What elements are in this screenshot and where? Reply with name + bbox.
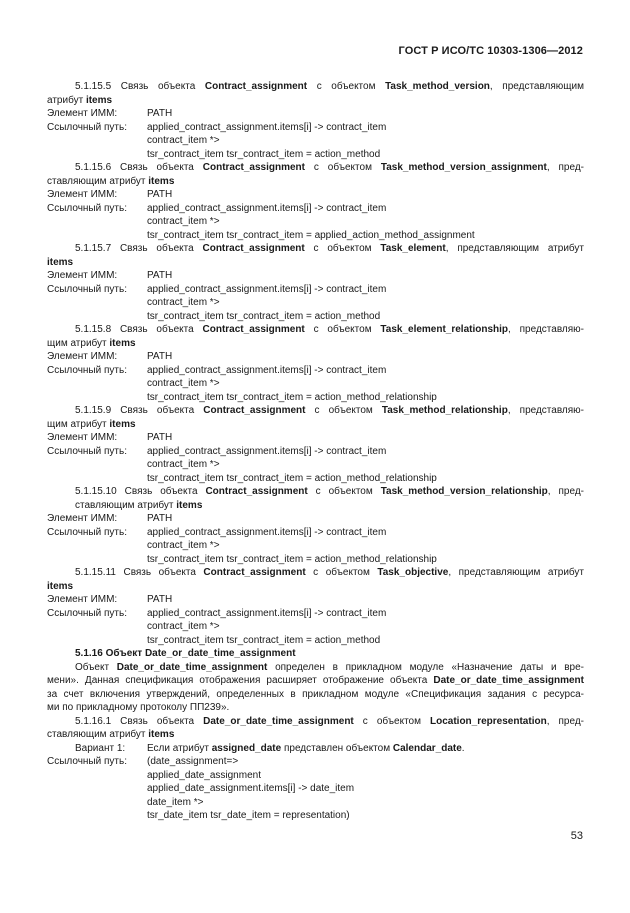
- imm-element-row: Элемент ИММ: PATH: [47, 108, 173, 119]
- clause-5-1-15-11-heading: 5.1.15.11 Связь объекта Contract_assignment с объектом Task_objective, представляющим атрибут: [75, 567, 585, 578]
- imm-element-row: Элемент ИММ: PATH: [47, 594, 173, 605]
- section-5-1-16-paragraph: Объект Date_or_date_time_assignment определен в прикладном модуле «Назначение даты и вре-: [75, 661, 584, 673]
- section-5-1-16-title: 5.1.16 Объект Date_or_date_time_assignment: [75, 648, 296, 659]
- reference-path-row: Ссылочный путь: applied_contract_assignment.items[i] -> contract_item: [47, 364, 387, 376]
- imm-element-row: Элемент ИММ: PATH: [47, 432, 173, 443]
- clause-5-1-15-5-heading: 5.1.15.5 Связь объекта Contract_assignment с объектом Task_method_version, представляющим: [75, 81, 584, 92]
- imm-element-row: Элемент ИММ: PATH: [47, 351, 173, 362]
- clause-5-1-15-10-heading: 5.1.15.10 Связь объекта Contract_assignment с объектом Task_method_version_relationship, пред-: [75, 486, 584, 497]
- reference-path-row: Ссылочный путь: applied_contract_assignment.items[i] -> contract_item: [47, 283, 387, 295]
- reference-path-row: Ссылочный путь: applied_contract_assignment.items[i] -> contract_item: [47, 202, 387, 214]
- imm-element-row: Элемент ИММ: PATH: [47, 513, 173, 524]
- reference-path-row: Ссылочный путь: applied_contract_assignment.items[i] -> contract_item: [47, 445, 387, 457]
- reference-path-row: Ссылочный путь: applied_contract_assignment.items[i] -> contract_item: [47, 526, 387, 538]
- reference-path-row: Ссылочный путь: applied_contract_assignment.items[i] -> contract_item: [47, 607, 387, 619]
- clause-5-1-16-1-heading: 5.1.16.1 Связь объекта Date_or_date_time_assignment с объектом Location_representation, пред-: [75, 715, 584, 727]
- variant-row: Вариант 1: Если атрибут assigned_date представлен объектом Calendar_date.: [75, 742, 465, 754]
- document-header: ГОСТ Р ИСО/ТС 10303-1306—2012: [398, 45, 583, 57]
- imm-element-row: Элемент ИММ: PATH: [47, 270, 173, 281]
- clause-5-1-15-7-heading: 5.1.15.7 Связь объекта Contract_assignment с объектом Task_element, представляющим атрибут: [75, 243, 584, 254]
- clause-5-1-15-9-heading: 5.1.15.9 Связь объекта Contract_assignment с объектом Task_method_relationship, представляю-: [75, 405, 584, 416]
- clause-5-1-15-6-heading: 5.1.15.6 Связь объекта Contract_assignment с объектом Task_method_version_assignment, пред-: [75, 162, 584, 173]
- reference-path-row: Ссылочный путь: (date_assignment=>: [47, 756, 239, 767]
- page-number: 53: [570, 830, 583, 842]
- reference-path-row: Ссылочный путь: applied_contract_assignment.items[i] -> contract_item: [47, 121, 387, 133]
- document-body: 5.1.15.5 Связь объекта Contract_assignment с объектом Task_method_version, представляющим атрибут items Элемент ИММ: PATH Ссылочный путь: applied_contract_assignment.items[i] -> contract_item contract_item *> tsr_contract_item tsr_contract_item = action_method 5.1.15.6 Связь объекта Contract_assignment с объектом Task_method_version_assignment, пред- ставляющим атрибут items Элемент ИММ: PATH Ссылочный путь: applied_contract_assignment.items[i] -> contract_item contract_item *> tsr_contract_item tsr_contract_item = applied_action_method_assignment 5.1.15.7 Связь объекта Contract_assignment с объектом Task_element, представляющим атрибут items Элемент ИММ: PATH Ссылочный путь: applied_contract_assignment.items[i] -> contract_item contract_item *> tsr_contract_item tsr_contract_item = action_method 5.1.15.8 Связь объекта Contract_assignment с объектом Task_element_relationship, представляю- щим атрибут items Элемент ИММ: PATH Ссылочный путь: applied_contract_assignment.items[i] -> contract_item contract_item *> tsr_contract_item tsr_contract_item = action_method_relationship 5.1.15.9 Связь объекта Contract_assignment с объектом Task_method_relationship, представляю- щим атрибут items Элемент ИММ: PATH Ссылочный путь: applied_contract_assignment.items[i] -> contract_item contract_item *> tsr_contract_item tsr_contract_item = action_method_relationship 5.1.15.10 Связь объекта Contract_assignment с объектом Task_method_version_relationship, пред- ставляющим атрибут items Элемент ИММ: PATH Ссылочный путь: applied_contract_assignment.items[i] -> contract_item contract_item *> tsr_contract_item tsr_contract_item = action_method_relationship 5.1.15.11 Связь объекта Contract_assignment с объектом Task_objective, представляющим атрибут items Элемент ИММ: PATH Ссылочный путь: applied_contract_assignment.items[i] -> contract_item contract_item *> tsr_contract_item tsr_contract_item = action_method 5.1.16 Объект Date_or_date_time_assignment Объект Date_or_date_time_assignment определен в прикладном модуле «Назначение даты и вре- мени». Данная спецификация отображения расширяет отображение объекта Date_or_date_time_assignment за счет включения утверждений, определенных в прикладном модуле «Спецификация задания с ресурса- ми по прикладному протоколу ПП239». 5.1.16.1 Связь объекта Date_or_date_time_assignment с объектом Location_representation, пред- ставляющим атрибут items Вариант 1: Если атрибут assigned_date представлен объектом Calendar_date. Ссылочный путь: (date_assignment=> applied_date_assignment applied_date_assignment.items[i] -> date_item date_item *> tsr_date_item tsr_date_item = representation): [47, 81, 585, 821]
- imm-element-row: Элемент ИММ: PATH: [47, 189, 173, 200]
- clause-5-1-15-8-heading: 5.1.15.8 Связь объекта Contract_assignment с объектом Task_element_relationship, представляю-: [75, 324, 584, 335]
